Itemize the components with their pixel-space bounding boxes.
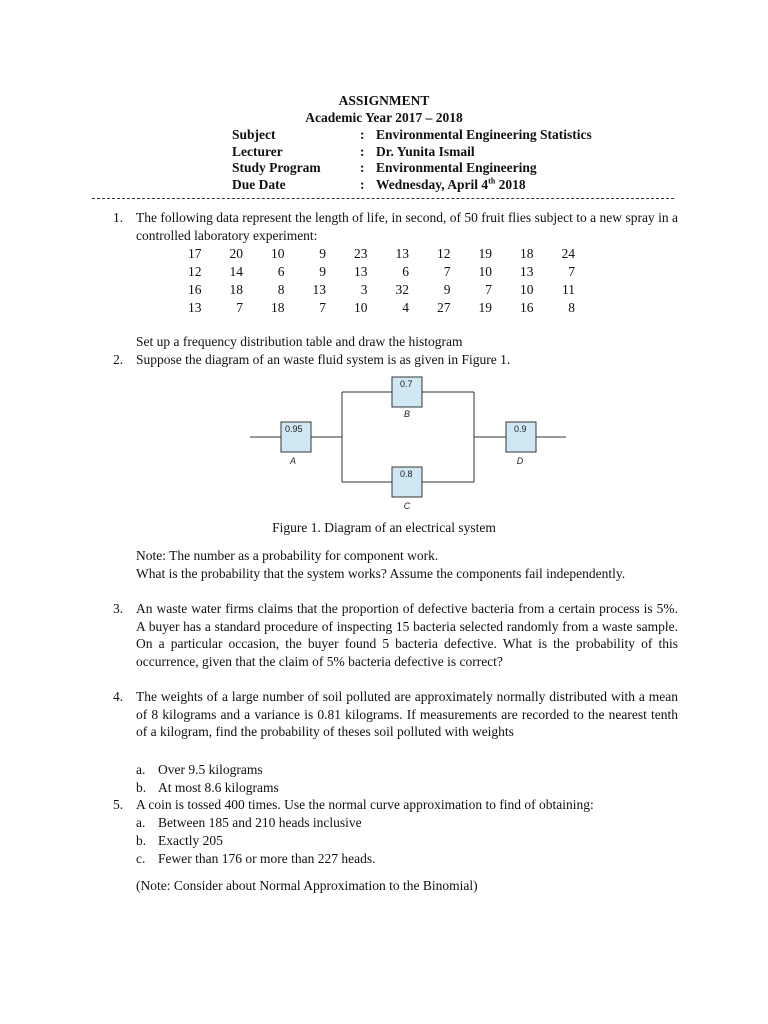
question-text: Suppose the diagram of an waste fluid system is as given in Figure 1.	[136, 352, 511, 367]
question-5-item-c	[136, 850, 375, 868]
component-d-label: D	[516, 456, 524, 466]
data-cell: 18	[229, 282, 243, 297]
data-cell: 23	[354, 246, 368, 261]
question-1-task: Set up a frequency distribution table and draw the histogram	[136, 334, 463, 349]
info-label: Lecturer	[232, 144, 283, 159]
question-text: An waste water firms claims that the proportion of defective bacteria from a certain process is 5%. A buyer has a standard procedure of inspecting 15 bacteria selected randomly from a waste sample. On a particular occasion, the buyer found 5 bacteria defective. What is the probability of this occurrence, given that the claim of 5% bacteria defective is correct?	[136, 601, 678, 669]
question-number: 5.	[113, 797, 124, 812]
data-cell: 7	[568, 264, 575, 279]
data-cell: 19	[478, 300, 492, 315]
data-cell: 7	[485, 282, 492, 297]
data-cell: 16	[188, 282, 202, 297]
component-b-label: B	[403, 409, 411, 419]
question-text: The following data represent the length of life, in second, of 50 fruit flies subject to a new spray in a controlled laboratory experiment:	[136, 210, 678, 243]
data-cell: 9	[319, 246, 326, 261]
figure-caption: Figure 1. Diagram of an electrical system	[272, 520, 496, 535]
question-4-item-b	[136, 779, 279, 797]
info-colon: :	[360, 176, 365, 192]
question-number: 1.	[113, 210, 124, 225]
data-cell: 13	[354, 264, 368, 279]
question-4-item-a	[136, 761, 263, 779]
data-cell: 10	[478, 264, 492, 279]
item-letter: c.	[136, 851, 146, 866]
info-label: Due Date	[232, 176, 286, 192]
question-5	[113, 796, 678, 814]
data-cell: 13	[395, 246, 409, 261]
data-cell: 7	[319, 300, 326, 315]
data-cell: 9	[319, 264, 326, 279]
item-text: Fewer than 176 or more than 227 heads.	[158, 851, 376, 866]
question-2-note: Note: The number as a probability for component work.	[136, 548, 439, 563]
component-a-label: A	[289, 456, 297, 466]
item-text: At most 8.6 kilograms	[158, 780, 279, 795]
data-cell: 17	[188, 246, 202, 261]
data-cell: 6	[277, 264, 285, 279]
component-c-value: 0.8	[400, 469, 413, 479]
item-text: Exactly 205	[158, 833, 223, 848]
academic-year: Academic Year 2017 – 2018	[305, 110, 463, 125]
data-cell: 32	[395, 282, 409, 297]
question-5-item-b	[136, 832, 223, 850]
data-cell: 18	[271, 300, 285, 315]
data-cell: 4	[402, 300, 409, 315]
data-cell: 13	[520, 264, 534, 279]
data-cell: 16	[520, 300, 534, 315]
data-cell: 13	[312, 282, 326, 297]
info-value: Environmental Engineering Statistics	[376, 127, 592, 142]
data-cell: 14	[229, 264, 243, 279]
question-2-ask	[136, 565, 678, 583]
data-cell: 20	[229, 246, 243, 261]
data-cell: 10	[520, 282, 534, 297]
info-colon: :	[360, 127, 365, 142]
info-value: Dr. Yunita Ismail	[376, 144, 475, 159]
data-cell: 3	[360, 282, 368, 297]
item-letter: a.	[136, 762, 146, 777]
question-number: 3.	[113, 601, 124, 616]
info-colon: :	[360, 144, 365, 159]
info-value: Environmental Engineering	[376, 160, 537, 175]
question-3	[113, 600, 678, 670]
question-number: 4.	[113, 689, 124, 704]
item-letter: b.	[136, 780, 147, 795]
component-a-value: 0.95	[285, 424, 303, 434]
info-value: Wednesday, April 4th 2018	[376, 176, 526, 192]
question-5-item-a	[136, 814, 362, 832]
component-b-value: 0.7	[400, 379, 413, 389]
assignment-title: ASSIGNMENT	[338, 93, 430, 108]
data-cell: 7	[443, 264, 451, 279]
item-letter: a.	[136, 815, 146, 830]
question-4	[113, 688, 678, 741]
question-text: What is the probability that the system works? Assume the components fail independently.	[136, 566, 626, 581]
info-label: Study Program	[232, 160, 321, 175]
data-cell: 12	[188, 264, 202, 279]
data-cell: 7	[236, 300, 243, 315]
data-cell: 18	[520, 246, 534, 261]
info-colon: :	[360, 160, 365, 175]
data-cell: 11	[562, 282, 575, 297]
component-d-value: 0.9	[514, 424, 527, 434]
data-cell: 10	[271, 246, 285, 261]
data-cell: 27	[437, 300, 451, 315]
item-text: Over 9.5 kilograms	[158, 762, 263, 777]
question-number: 2.	[113, 352, 124, 367]
question-text: A coin is tossed 400 times. Use the normal curve approximation to find of obtaining:	[136, 797, 594, 812]
info-label: Subject	[232, 127, 276, 142]
data-cell: 6	[402, 264, 409, 279]
data-cell: 8	[277, 282, 285, 297]
data-cell: 24	[561, 246, 575, 261]
component-c-label: C	[403, 501, 411, 511]
item-text: Between 185 and 210 heads inclusive	[158, 815, 362, 830]
data-cell: 12	[437, 246, 451, 261]
question-text: The weights of a large number of soil polluted are approximately normally distributed with a mean of 8 kilograms and a variance is 0.81 kilograms. If measurements are recorded to the nearest tenth of a kilogram, find the probability of theses soil polluted with weights	[136, 689, 678, 740]
data-cell: 8	[568, 300, 575, 315]
data-cell: 19	[478, 246, 492, 261]
item-letter: b.	[136, 833, 147, 848]
data-cell: 10	[354, 300, 368, 315]
data-cell: 9	[443, 282, 451, 297]
question-5-note: (Note: Consider about Normal Approximation to the Binomial)	[136, 878, 478, 893]
data-cell: 13	[188, 300, 202, 315]
